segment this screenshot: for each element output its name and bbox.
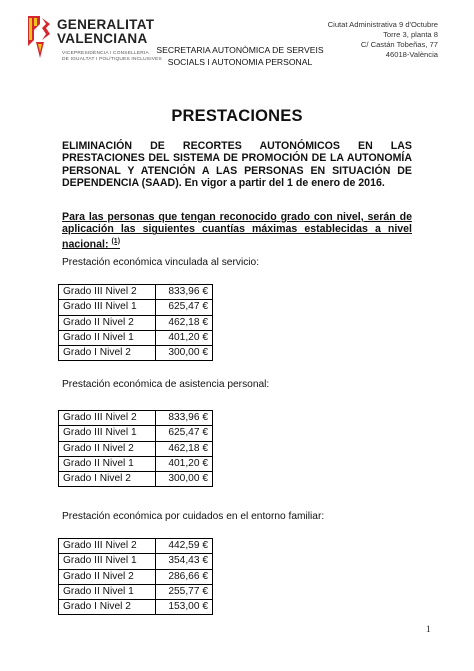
amount-cell: 300,00 € (156, 346, 213, 361)
grade-level-cell: Grado II Nivel 2 (59, 315, 156, 330)
table-row (59, 554, 213, 569)
logo-subtitle-line: DE IGUALTAT I POLÍTIQUES INCLUSIVES (62, 57, 162, 62)
table-body (59, 285, 213, 361)
grade-level-cell: Grado III Nivel 1 (59, 300, 156, 315)
address-line: 46018-València (385, 50, 438, 59)
address-line: C/ Castán Tobeñas, 77 (360, 40, 438, 49)
amount-cell: 354,43 € (156, 554, 213, 569)
grade-level-cell: Grado III Nivel 1 (59, 426, 156, 441)
footnote-ref: (1) (111, 237, 121, 245)
page-title: PRESTACIONES (171, 107, 303, 125)
table-row (59, 285, 213, 300)
logo-subtitle (62, 51, 162, 63)
grade-level-cell: Grado III Nivel 2 (59, 285, 156, 300)
grade-level-cell: Grado III Nivel 2 (59, 411, 156, 426)
table-row (59, 426, 213, 441)
department-line: SOCIALS I AUTONOMIA PERSONAL (167, 56, 313, 67)
table-row (59, 411, 213, 426)
grade-level-cell: Grado I Nivel 2 (59, 472, 156, 487)
amount-cell: 462,18 € (156, 441, 213, 456)
table-row (59, 456, 213, 471)
section-heading: Prestación económica por cuidados en el entorno familiar: (62, 511, 325, 522)
amount-cell: 625,47 € (156, 426, 213, 441)
grade-level-cell: Grado II Nivel 1 (59, 456, 156, 471)
table-row (59, 600, 213, 615)
table-row (59, 315, 213, 330)
amount-cell: 255,77 € (156, 584, 213, 599)
table-row (59, 330, 213, 345)
grade-level-cell: Grado II Nivel 2 (59, 569, 156, 584)
amounts-table (58, 538, 213, 615)
grade-level-cell: Grado I Nivel 2 (59, 346, 156, 361)
amount-cell: 286,66 € (156, 569, 213, 584)
amount-cell: 153,00 € (156, 600, 213, 615)
page-number: 1 (426, 624, 431, 634)
amount-cell: 625,47 € (156, 300, 213, 315)
subtitle-text: Para las personas que tengan reconocido grado con nivel, serán de aplicación las siguientes cuantías máximas establecidas a nivel nacional: (62, 211, 412, 251)
table-row (59, 569, 213, 584)
grade-level-cell: Grado I Nivel 2 (59, 600, 156, 615)
table-row (59, 472, 213, 487)
department-name (150, 45, 330, 68)
logo-subtitle-line: VICEPRESIDÈNCIA I CONSELLERIA (62, 51, 149, 56)
grade-level-cell: Grado II Nivel 1 (59, 330, 156, 345)
table-body (59, 411, 213, 487)
grade-level-cell: Grado III Nivel 2 (59, 539, 156, 554)
section-heading: Prestación económica de asistencia personal: (62, 379, 270, 390)
grade-level-cell: Grado II Nivel 2 (59, 441, 156, 456)
table-row (59, 346, 213, 361)
intro-paragraph: ELIMINACIÓN DE RECORTES AUTONÓMICOS EN LAS PRESTACIONES DEL SISTEMA DE PROMOCIÓN DE LA AUTONOMÍA PERSONAL Y ATENCIÓN A LAS PERSONAS EN SITUACIÓN DE DEPENDENCIA (SAAD). En vigor a partir del 1 de enero de 2016. (62, 140, 412, 190)
table-row (59, 300, 213, 315)
grade-level-cell: Grado II Nivel 1 (59, 584, 156, 599)
amount-cell: 300,00 € (156, 472, 213, 487)
table-row (59, 441, 213, 456)
address-line: Ciutat Administrativa 9 d'Octubre (327, 20, 438, 29)
amount-cell: 462,18 € (156, 315, 213, 330)
generalitat-emblem-icon (24, 14, 54, 64)
table-body (59, 539, 213, 615)
table-row (59, 584, 213, 599)
amount-cell: 833,96 € (156, 285, 213, 300)
logo-line2: VALENCIANA (57, 31, 148, 46)
amounts-table (58, 284, 213, 361)
logo-line1: GENERALITAT (57, 17, 155, 32)
address-block (328, 20, 438, 60)
address-line: Torre 3, planta 8 (383, 30, 438, 39)
subtitle-paragraph (62, 211, 412, 251)
department-line: SECRETARIA AUTONÒMICA DE SERVEIS (156, 45, 324, 55)
section-heading: Prestación económica vinculada al servicio: (62, 257, 260, 268)
amount-cell: 833,96 € (156, 411, 213, 426)
amount-cell: 401,20 € (156, 330, 213, 345)
amount-cell: 442,59 € (156, 539, 213, 554)
amount-cell: 401,20 € (156, 456, 213, 471)
grade-level-cell: Grado III Nivel 1 (59, 554, 156, 569)
table-row (59, 539, 213, 554)
amounts-table (58, 410, 213, 487)
